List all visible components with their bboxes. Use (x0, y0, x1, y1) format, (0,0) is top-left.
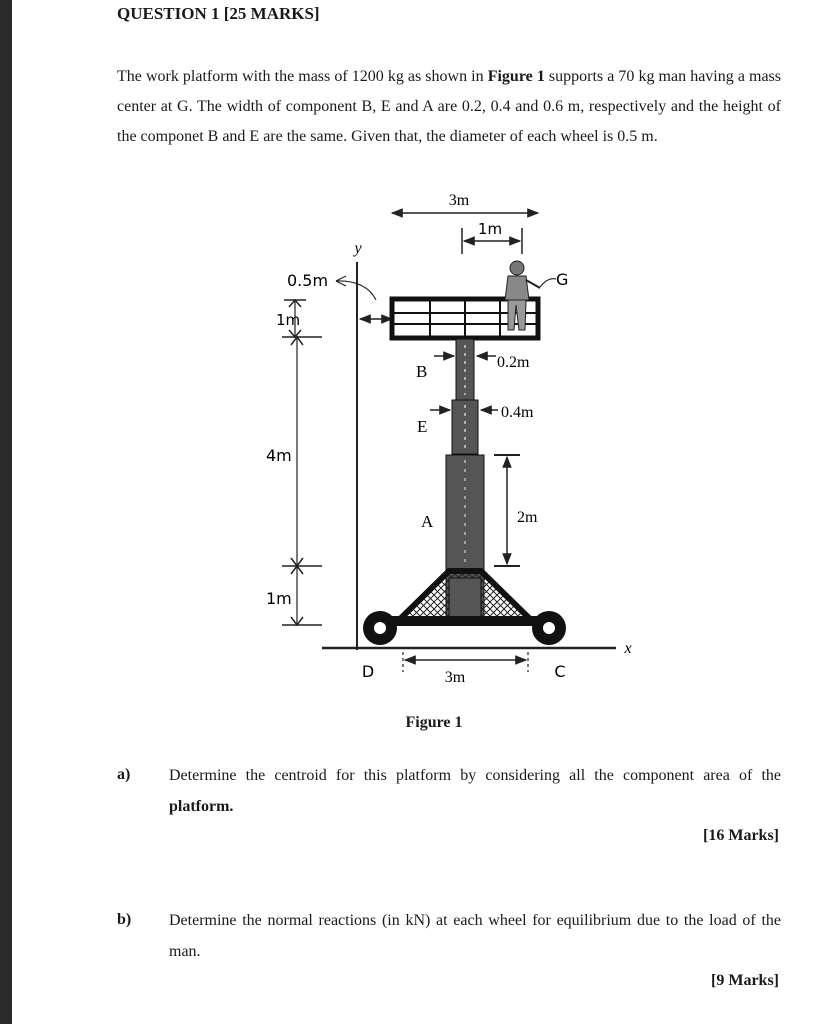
width-b-label: 0.2m (497, 354, 530, 371)
part-e-label: E (417, 417, 428, 436)
part-b-label: b) (117, 911, 132, 928)
point-g-label: G (556, 270, 569, 289)
width-e-label: 0.4m (501, 404, 534, 421)
point-d-label: D (361, 662, 375, 681)
part-b-label: B (416, 362, 428, 381)
part-a-text-end: platform. (169, 798, 234, 815)
wheel-span-label: 3m (444, 669, 466, 686)
platform-height-label: 0.5m (287, 271, 329, 290)
wheel-d-hub (374, 622, 386, 634)
height-a-label: 2m (517, 509, 538, 526)
dim-1m-top-label: 1m (276, 311, 301, 329)
part-a-label: a) (117, 766, 131, 783)
x-axis-label: x (624, 640, 632, 657)
dim-4m-label: 4m (266, 446, 292, 465)
wheel-c-hub (543, 622, 555, 634)
base-beam (378, 616, 550, 626)
figure-caption: Figure 1 (405, 714, 463, 731)
top-span-label: 3m (448, 192, 470, 209)
question-title: QUESTION 1 [25 MARKS] (117, 4, 320, 23)
dim-1m-bottom-label: 1m (266, 589, 292, 608)
part-b-marks: [9 Marks] (711, 972, 779, 989)
part-a-text (169, 760, 781, 822)
man-offset-label: 1m (477, 220, 503, 238)
part-a-label: A (421, 512, 434, 531)
intro-text-2: supports a 70 kg man having a mass center at G. The width of component B, E and A are 0.2, 0.4 and 0.6 m, respectively and the height of the componet B and E are the same. Given that, the diameter of each wheel is 0.5 m. (117, 68, 782, 145)
figure-reference: Figure 1 (487, 68, 545, 85)
point-c-label: C (554, 662, 566, 681)
intro-text-1: The work platform with the mass of 1200 kg as shown in (117, 68, 488, 85)
y-axis-label: y (354, 240, 362, 257)
base-column-stub (449, 578, 481, 620)
part-a-text-main: Determine the centroid for this platform by considering all the component area of the (169, 767, 781, 784)
g-leader (540, 279, 556, 287)
part-b-text: Determine the normal reactions (in kN) at each wheel for equilibrium due to the load of the man. (169, 912, 781, 960)
part-a-marks: [16 Marks] (703, 827, 779, 844)
